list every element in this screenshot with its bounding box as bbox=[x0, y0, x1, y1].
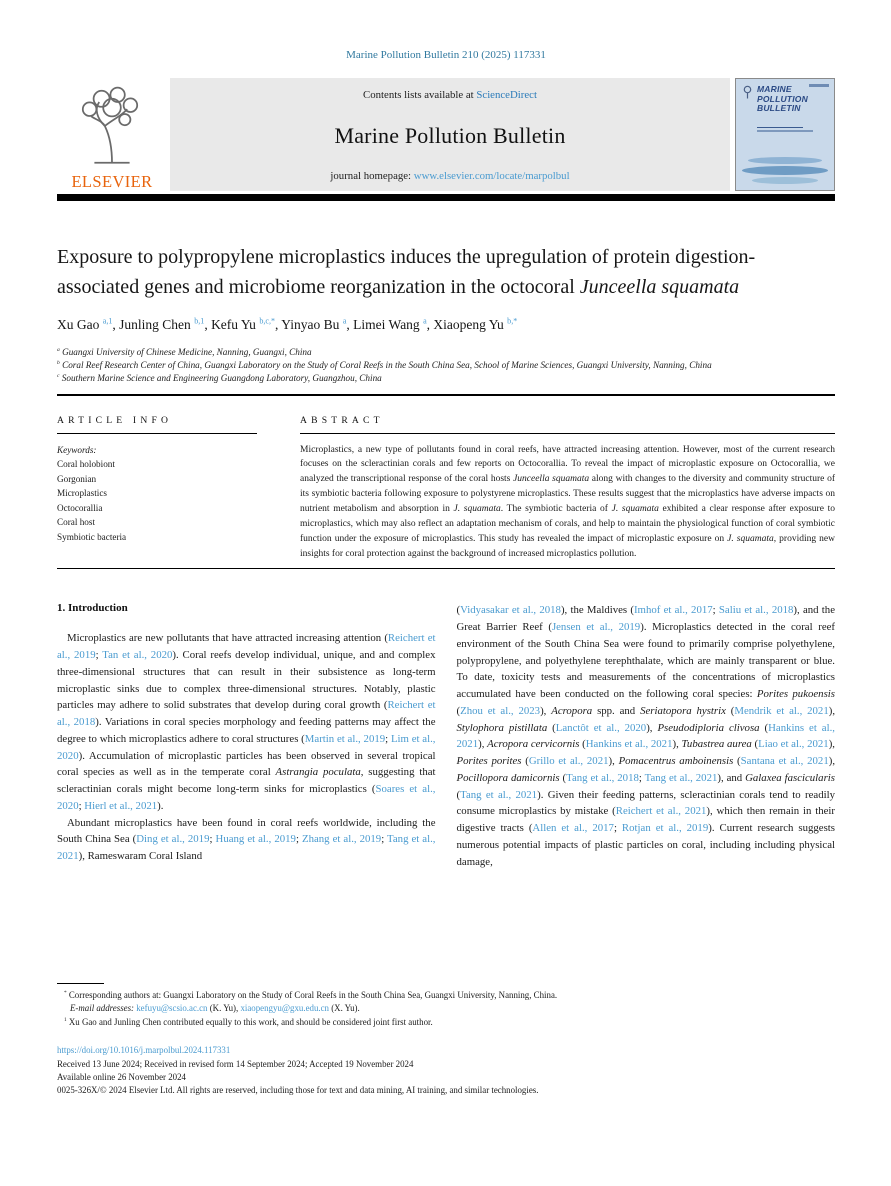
journal-homepage-link[interactable]: www.elsevier.com/locate/marpolbul bbox=[413, 170, 570, 182]
keyword: Octocorallia bbox=[57, 502, 103, 513]
text-segment: J. squamata bbox=[453, 504, 501, 515]
citation-link[interactable]: Hierl et al., 2021 bbox=[84, 799, 158, 812]
text-segment: (K. Yu), bbox=[207, 1003, 241, 1014]
article-info-heading: ARTICLE INFO bbox=[57, 414, 173, 426]
citation-link[interactable]: Tang et al., 2021 bbox=[57, 833, 436, 862]
text-segment: ), Rameswaram Coral Island bbox=[78, 850, 203, 862]
affiliation bbox=[57, 372, 835, 385]
journal-cover-thumbnail bbox=[735, 78, 835, 191]
cover-wave-graphic bbox=[752, 177, 819, 184]
abstract-rule bbox=[300, 433, 835, 434]
received-dates: Received 13 June 2024; Received in revised form 14 September 2024; Accepted 19 November 2024 bbox=[57, 1058, 414, 1069]
citation-link[interactable]: Hankins et al., 2021 bbox=[585, 738, 673, 751]
text-segment: Acropora bbox=[551, 704, 593, 717]
masthead-center-panel bbox=[170, 78, 730, 191]
journal-title: Marine Pollution Bulletin bbox=[334, 122, 566, 148]
citation-link[interactable]: Grillo et al., 2021 bbox=[528, 755, 609, 767]
citation-link[interactable]: kefuyu@scsio.ac.cn bbox=[136, 1003, 208, 1014]
text-segment: , Limei Wang bbox=[346, 317, 424, 332]
citation-link[interactable]: Jensen et al., 2019 bbox=[551, 621, 641, 633]
text-segment: , providing new insights for coral protection against the background of increased microplastics pollution. bbox=[300, 533, 835, 559]
text-segment: ( bbox=[456, 704, 461, 717]
journal-masthead bbox=[57, 78, 835, 191]
cover-wave-graphic bbox=[748, 157, 822, 164]
text-segment: ( bbox=[547, 721, 556, 734]
equal-contribution-footnote bbox=[57, 1016, 835, 1029]
text-segment: ( bbox=[579, 738, 586, 751]
homepage-prefix: journal homepage: bbox=[330, 170, 414, 182]
text-segment: ; bbox=[95, 649, 103, 661]
text-segment: . The symbiotic bacteria of bbox=[500, 504, 612, 515]
keyword: Microplastics bbox=[57, 488, 108, 499]
text-segment: Exposure to polypropylene microplastics induces the upregulation of protein digestion-associated genes and microbiome reorganization in the octocoral bbox=[57, 246, 756, 298]
introduction-heading: 1. Introduction bbox=[57, 602, 128, 615]
citation-link[interactable]: Hankins et al., 2021 bbox=[456, 721, 835, 751]
article-info-rule bbox=[57, 433, 257, 434]
text-segment: Xu Gao and Junling Chen contributed equally to this work, and should be considered joint first author. bbox=[66, 1016, 433, 1027]
text-segment: ). Accumulation of microplastic particles has been observed in several tropical coral species as well as in the temperate coral bbox=[57, 749, 436, 779]
text-segment: ), bbox=[540, 704, 552, 717]
cover-divider bbox=[757, 127, 803, 128]
text-segment: ), bbox=[828, 755, 835, 767]
sciencedirect-link[interactable]: ScienceDirect bbox=[476, 89, 537, 101]
text-segment: ), bbox=[828, 738, 835, 751]
cover-elsevier-mini-logo-icon bbox=[742, 85, 753, 99]
text-segment: Southern Marine Science and Engineering Guangdong Laboratory, Guangzhou, China bbox=[59, 373, 382, 383]
text-segment: , Kefu Yu bbox=[204, 317, 260, 332]
text-segment: ( bbox=[456, 604, 461, 617]
cover-subtitle-text bbox=[757, 130, 813, 132]
copyright-line: 0025-326X/© 2024 Elsevier Ltd. All rights are reserved, including those for text and data mining, AI training, and similar technologies. bbox=[57, 1085, 539, 1096]
available-online-date: Available online 26 November 2024 bbox=[57, 1072, 186, 1083]
text-segment: Microplastics are new pollutants that have attracted increasing attention ( bbox=[67, 632, 388, 645]
contents-line bbox=[170, 89, 730, 101]
text-segment: Pocillopora damicornis bbox=[456, 771, 560, 784]
text-segment: ( bbox=[456, 788, 461, 801]
citation-link[interactable]: Huang et al., 2019 bbox=[215, 833, 296, 846]
doi-link[interactable]: https://doi.org/10.1016/j.marpolbul.2024.117331 bbox=[57, 1045, 231, 1056]
citation-link[interactable]: Allen et al., 2017 bbox=[532, 822, 614, 834]
citation-link[interactable]: Tan et al., 2020 bbox=[102, 649, 173, 661]
keyword: Symbiotic bacteria bbox=[57, 532, 127, 543]
affiliation bbox=[57, 346, 835, 359]
intro-paragraph bbox=[57, 630, 436, 814]
text-segment: Porites porites bbox=[456, 755, 522, 767]
text-segment: ), bbox=[608, 755, 619, 767]
text-segment: Junceella squamata bbox=[579, 275, 740, 298]
text-segment: ). bbox=[157, 799, 164, 812]
citation-link[interactable]: b,c,* bbox=[259, 316, 276, 326]
text-segment: Pseudodiploria clivosa bbox=[657, 721, 760, 734]
page-content bbox=[57, 0, 836, 1096]
text-segment: ; bbox=[78, 799, 85, 812]
elsevier-tree-icon bbox=[72, 84, 152, 173]
citation-link[interactable]: b,1 bbox=[194, 316, 205, 326]
citation-link[interactable]: Mendrik et al., 2021 bbox=[734, 704, 829, 717]
text-segment: J. squamata bbox=[611, 504, 659, 515]
text-segment: Tubastrea aurea bbox=[681, 738, 752, 751]
citation-link[interactable]: Martin et al., 2019 bbox=[304, 732, 386, 745]
citation-link[interactable]: Reichert et al., 2021 bbox=[615, 805, 707, 818]
text-segment: Seriatopora hystrix bbox=[640, 704, 726, 717]
text-segment: ( bbox=[733, 755, 741, 767]
text-segment: ), and bbox=[717, 771, 746, 784]
abstract-column bbox=[300, 396, 835, 562]
text-segment: Pomacentrus amboinensis bbox=[618, 755, 734, 767]
text-segment: ), the Maldives ( bbox=[560, 604, 634, 617]
text-segment: spp. and bbox=[592, 704, 641, 717]
text-segment: , Xiaopeng Yu bbox=[426, 317, 508, 332]
citation-link[interactable]: Ding et al., 2019 bbox=[136, 833, 210, 846]
citation-link[interactable]: a,1 bbox=[102, 316, 113, 326]
text-segment: 1 bbox=[64, 1016, 67, 1023]
keyword: Coral holobiont bbox=[57, 459, 115, 470]
article-info-column bbox=[57, 396, 300, 562]
affiliations bbox=[57, 346, 835, 385]
text-segment: , Yinyao Bu bbox=[275, 317, 343, 332]
text-segment: along with changes to the diversity and community structure of its symbiotic bacteria following exposure to polystyrene microplastics. These results suggest that the microplastics have adverse impacts on nutrient metabolism and absorption in bbox=[300, 474, 836, 515]
text-segment: Acropora cervicornis bbox=[487, 738, 580, 751]
citation-link[interactable]: Reichert et al., 2019 bbox=[57, 632, 436, 661]
text-segment: ), bbox=[478, 738, 488, 751]
citation-link[interactable]: Lanctôt et al., 2020 bbox=[555, 721, 647, 734]
text-segment: ; bbox=[295, 833, 302, 846]
citation-link[interactable]: Saliu et al., 2018 bbox=[718, 604, 794, 617]
text-segment: ). Variations in coral species morphology and feeding patterns may affect the degree to which microplastics adhere to coral structures ( bbox=[57, 716, 436, 745]
text-segment: ), and the Great Barrier Reef ( bbox=[456, 604, 835, 633]
text-segment: c bbox=[57, 372, 60, 379]
text-segment: Galaxea fascicularis bbox=[745, 771, 835, 784]
cover-wave-graphic bbox=[742, 166, 828, 175]
text-segment: J. squamata bbox=[727, 533, 774, 544]
keyword: Gorgonian bbox=[57, 473, 97, 484]
text-segment: ). Given their feeding patterns, scleractinian corals tend to readily consume microplastics by mistake ( bbox=[456, 788, 835, 818]
cover-title-line: MARINE bbox=[757, 84, 792, 94]
text-segment: ( bbox=[751, 738, 759, 751]
text-segment: ; bbox=[613, 822, 622, 834]
citation-link[interactable]: Lim et al., 2020 bbox=[57, 732, 436, 762]
footnote-divider bbox=[57, 983, 104, 984]
masthead-divider-bar bbox=[57, 194, 835, 201]
cover-issn-text bbox=[809, 84, 829, 87]
citation-link[interactable]: Imhof et al., 2017 bbox=[633, 604, 713, 617]
text-segment: Abundant microplastics have been found in coral reefs worldwide, including the South China Sea ( bbox=[57, 816, 436, 846]
text-segment: Stylophora pistillata bbox=[456, 721, 548, 734]
text-segment: , Junling Chen bbox=[112, 317, 195, 332]
text-segment: ( bbox=[759, 721, 769, 734]
publication-footer bbox=[57, 1044, 835, 1098]
intro-left-column bbox=[57, 602, 436, 894]
text-segment: ). Microplastics detected in the coral reef environment of the South China Sea were found to primarily comprise polyethylene, polypropylene, and polyethylene terephthalate, which are mainly transparent or blue. To date, toxicity tests and measurements of the concentrations of microplastics accumulated have been conducted on the following coral species: bbox=[456, 621, 835, 700]
citation-link[interactable]: b,* bbox=[507, 316, 518, 326]
citation-link[interactable]: Tang et al., 2021 bbox=[644, 771, 718, 784]
text-segment: ( bbox=[521, 755, 529, 767]
intro-paragraph-continuation bbox=[457, 602, 836, 870]
citation-link[interactable]: xiaopengyu@gxu.edu.cn bbox=[240, 1003, 329, 1014]
text-segment: a bbox=[57, 346, 60, 353]
citation-link[interactable]: Zhou et al., 2023 bbox=[460, 704, 541, 717]
page-footer-block bbox=[57, 983, 835, 1098]
info-abstract-section bbox=[57, 396, 835, 562]
text-segment: ), which then remain in their digestive tracts ( bbox=[456, 805, 835, 834]
text-segment: ), bbox=[646, 721, 658, 734]
elsevier-wordmark: ELSEVIER bbox=[71, 172, 153, 191]
citation-link[interactable]: Tang et al., 2018 bbox=[566, 771, 639, 784]
citation-link[interactable]: Rotjan et al., 2019 bbox=[621, 822, 709, 834]
abstract-text bbox=[300, 443, 835, 562]
citation-link[interactable]: Tang et al., 2021 bbox=[460, 788, 538, 801]
keywords-list bbox=[57, 457, 282, 545]
text-segment: , suggesting that scleractinian corals might become long-term sinks for microplastics ( bbox=[57, 766, 436, 795]
journal-citation-link[interactable]: Marine Pollution Bulletin 210 (2025) 117331 bbox=[346, 49, 546, 61]
keyword: Coral host bbox=[57, 517, 96, 528]
text-segment: ). Current research suggests numerous potential impacts of plastic particles on coral, including including physical damage, bbox=[456, 822, 835, 868]
corresponding-author-footnote bbox=[57, 989, 835, 1002]
text-segment: ; bbox=[381, 833, 388, 846]
citation-link[interactable]: Liao et al., 2021 bbox=[758, 738, 829, 751]
cover-title-line: POLLUTION bbox=[757, 93, 808, 104]
text-segment: Corresponding authors at: Guangxi Laboratory on the Study of Coral Reefs in the South China Sea, Guangxi University, Nanning, China. bbox=[66, 990, 558, 1000]
text-segment: ; bbox=[638, 771, 645, 784]
intro-right-column bbox=[457, 602, 836, 894]
citation-link[interactable]: Zhang et al., 2019 bbox=[301, 833, 382, 846]
section-divider bbox=[57, 568, 835, 570]
keywords-label: Keywords: bbox=[57, 444, 97, 455]
email-addresses-footnote bbox=[57, 1002, 835, 1015]
text-segment: Xu Gao bbox=[57, 317, 103, 332]
intro-paragraph bbox=[57, 815, 436, 865]
citation-link[interactable]: Vidyasakar et al., 2018 bbox=[460, 604, 561, 617]
citation-link[interactable]: Soares et al., 2020 bbox=[57, 783, 436, 812]
text-segment: ). Coral reefs develop individual, unique, and and complex three-dimensional structures that can result in their subsistence as long-term microplastic sinks due to complex three-dimensional structures. Notably, plastic particles may adhere to solid substrates that develop during coral growth ( bbox=[57, 649, 436, 712]
text-segment: Guangxi University of Chinese Medicine, Nanning, Guangxi, China bbox=[59, 347, 312, 357]
article-title bbox=[57, 243, 835, 302]
text-segment: ; bbox=[712, 604, 719, 617]
text-segment: ( bbox=[559, 771, 567, 784]
text-segment: ), bbox=[828, 704, 835, 717]
citation-link[interactable]: Reichert et al., 2018 bbox=[57, 699, 436, 728]
text-segment: (X. Yu). bbox=[328, 1003, 360, 1014]
contents-prefix: Contents lists available at bbox=[363, 89, 477, 101]
text-segment: Astrangia poculata bbox=[275, 766, 361, 779]
text-segment: E-mail addresses: bbox=[70, 1003, 137, 1014]
author-list bbox=[57, 317, 835, 333]
text-segment: Porites pukoensis bbox=[756, 688, 835, 700]
text-segment: Junceella squamata bbox=[513, 474, 590, 485]
text-segment: Microplastics, a new type of pollutants found in coral reefs, have attracted increasing attention. However, most of the current research focuses on the scleractinian corals and few reports on Octocorallia. To reveal the impact of microplastic exposure on Octocorallia, we analyzed the transcriptional response of the coral hosts bbox=[300, 444, 835, 485]
citation-link[interactable]: Santana et al., 2021 bbox=[740, 755, 829, 767]
cover-journal-title bbox=[757, 85, 808, 114]
homepage-line bbox=[170, 170, 730, 182]
abstract-heading: ABSTRACT bbox=[300, 414, 384, 426]
citation-link[interactable]: a bbox=[342, 316, 347, 326]
affiliation bbox=[57, 359, 835, 372]
citation-link[interactable]: a bbox=[423, 316, 427, 326]
text-segment: ; bbox=[209, 833, 216, 846]
elsevier-logo bbox=[57, 78, 167, 191]
text-segment: ; bbox=[385, 732, 391, 745]
text-segment: Coral Reef Research Center of China, Guangxi Laboratory on the Study of Coral Reefs in the South China Sea, School of Marine Sciences, Guangxi University, Nanning, China bbox=[59, 360, 712, 370]
text-segment: ), bbox=[672, 738, 682, 751]
text-segment: * bbox=[64, 990, 67, 997]
text-segment: b bbox=[57, 359, 60, 366]
text-segment: ( bbox=[725, 704, 735, 717]
cover-title-line: BULLETIN bbox=[757, 103, 801, 113]
text-segment: exhibited a clear response after exposure to microplastics, which may also reflect an adaptation mechanism of corals, and help to maintain the physiological function of coral symbiotic function under the exposure of microplastics. This study has revealed the impact of microplastic exposure on bbox=[300, 504, 836, 544]
introduction-section bbox=[57, 602, 835, 894]
